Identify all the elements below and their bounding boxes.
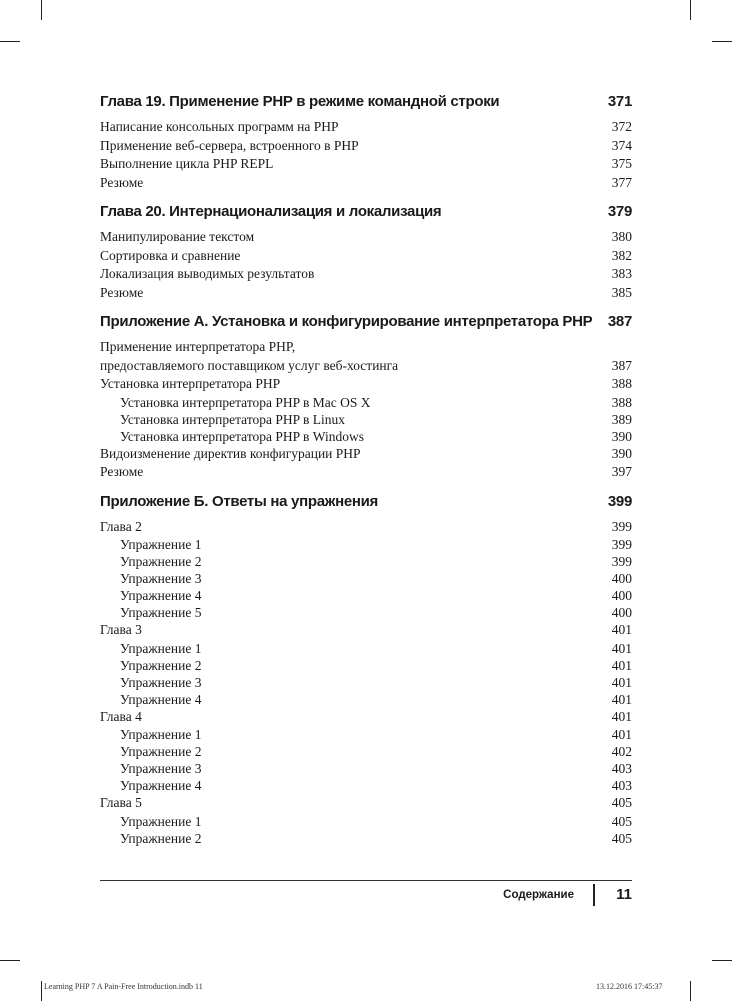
toc-entry-page: 372 — [611, 119, 632, 134]
toc-entry-page: 390 — [611, 445, 632, 461]
toc-subentry — [100, 691, 632, 708]
toc-entry-page: 399 — [611, 518, 632, 534]
toc-entry — [100, 174, 632, 193]
toc-chapter — [100, 313, 632, 335]
toc-entry-title: Упражнение 4 — [120, 778, 202, 793]
crop-mark — [690, 981, 691, 1001]
crop-mark — [690, 0, 691, 20]
crop-mark — [41, 0, 42, 20]
toc-entry — [100, 284, 632, 303]
footer-rule — [100, 880, 632, 881]
toc-entry-title: Видоизменение директив конфигурации PHP — [100, 445, 361, 461]
toc-entry-title: Упражнение 3 — [120, 674, 202, 690]
crop-mark — [0, 960, 20, 961]
toc-entry-page: 401 — [611, 708, 632, 724]
toc-entry-title: Упражнение 3 — [120, 761, 202, 776]
toc-chapter-page: 371 — [607, 93, 632, 110]
toc-entry-page: 400 — [611, 571, 632, 586]
toc-subentry — [100, 553, 632, 570]
toc-entry — [100, 338, 632, 375]
print-slug-datetime: 13.12.2016 17:45:37 — [596, 982, 663, 991]
toc-chapter — [100, 203, 632, 225]
page-number: 11 — [616, 886, 632, 903]
crop-mark — [41, 981, 42, 1001]
toc-entry-title: Упражнение 1 — [120, 537, 202, 552]
toc-subentry — [100, 411, 632, 428]
toc-entry-title: Резюме — [100, 284, 144, 300]
toc-entry-title: Упражнение 2 — [120, 554, 202, 569]
toc-entry — [100, 247, 632, 266]
toc-entry-title: Установка интерпретатора PHP в Mac OS X — [120, 394, 371, 410]
toc-entry — [100, 228, 632, 247]
toc-entry-page: 400 — [611, 588, 632, 603]
toc-entry-page: 385 — [611, 284, 632, 300]
toc-entry — [100, 375, 632, 394]
toc-subentry — [100, 674, 632, 691]
toc-entry-page: 403 — [611, 761, 632, 776]
toc-chapter-title: Приложение А. Установка и конфигурирование интерпретатора PHP — [100, 313, 593, 330]
running-footer-title: Содержание — [503, 889, 574, 901]
toc-subentry — [100, 813, 632, 830]
toc-entry-title: Упражнение 4 — [120, 691, 202, 707]
toc-entry-page: 400 — [611, 605, 632, 620]
toc-entry-title: Глава 4 — [100, 708, 142, 724]
toc-entry-page: 388 — [611, 376, 632, 391]
toc-entry-page: 383 — [611, 266, 632, 281]
toc-entry-page: 374 — [611, 137, 632, 153]
toc-entry — [100, 518, 632, 537]
toc-entry — [100, 445, 632, 464]
toc-entry — [100, 621, 632, 640]
toc-entry-page: 375 — [611, 156, 632, 171]
crop-mark — [0, 41, 20, 42]
toc-chapter-page: 379 — [607, 203, 632, 220]
toc-entry-page: 388 — [611, 394, 632, 410]
crop-mark — [712, 41, 732, 42]
toc-entry-page: 401 — [611, 674, 632, 690]
toc-entry — [100, 463, 632, 482]
toc-entry-title: Упражнение 1 — [120, 813, 202, 829]
print-slug-file: Learning PHP 7 A Pain-Free Introduction.indb 11 — [44, 982, 203, 991]
toc-entry-title: Установка интерпретатора PHP в Windows — [120, 428, 365, 444]
toc-entry-page: 405 — [611, 795, 632, 810]
toc-subentry — [100, 536, 632, 553]
toc-entry-title: Упражнение 3 — [120, 571, 202, 586]
toc-entry-page: 390 — [611, 428, 632, 444]
toc-entry-title: Упражнение 5 — [120, 605, 202, 620]
toc-entry-page: 377 — [611, 174, 632, 190]
toc-entry-title: Локализация выводимых результатов — [100, 266, 315, 281]
toc-subentry — [100, 777, 632, 794]
toc-entry-title: Манипулирование текстом — [100, 229, 255, 244]
toc-entry-title: Упражнение 1 — [120, 727, 202, 742]
toc-entry-page: 403 — [611, 778, 632, 793]
toc-entry-title: Глава 5 — [100, 795, 142, 810]
toc-entry-title: Упражнение 4 — [120, 588, 202, 603]
toc-subentry — [100, 726, 632, 743]
toc-entry-page: 397 — [611, 464, 632, 479]
toc-entry-page: 401 — [611, 691, 632, 707]
toc-entry-title: Написание консольных программ на PHP — [100, 119, 339, 134]
toc-entry-page: 380 — [611, 229, 632, 244]
toc-entry-page: 399 — [611, 537, 632, 552]
toc-entry-title: Упражнение 2 — [120, 657, 202, 673]
footer-divider — [593, 884, 595, 906]
toc-subentry — [100, 394, 632, 411]
toc-entry-title: Упражнение 1 — [120, 640, 202, 656]
toc-subentry — [100, 428, 632, 445]
toc-subentry — [100, 760, 632, 777]
toc-entry-page: 405 — [611, 813, 632, 829]
toc-chapter — [100, 93, 632, 115]
toc-entry-title: Упражнение 2 — [120, 830, 202, 846]
toc-subentry — [100, 604, 632, 621]
toc-entry-title: Резюме — [100, 174, 144, 190]
toc-subentry — [100, 743, 632, 760]
toc-chapter-title: Приложение Б. Ответы на упражнения — [100, 492, 379, 510]
toc-entry — [100, 118, 632, 137]
toc-entry-title: Упражнение 2 — [120, 744, 202, 759]
toc-entry-page: 401 — [611, 727, 632, 742]
toc-entry — [100, 155, 632, 174]
toc-entry — [100, 265, 632, 284]
toc-entry-page: 389 — [611, 411, 632, 427]
toc-entry — [100, 708, 632, 727]
toc-entry-title: Выполнение цикла PHP REPL — [100, 156, 274, 171]
toc-entry-title: Резюме — [100, 464, 144, 479]
toc-entry-title: Установка интерпретатора PHP — [100, 376, 281, 391]
toc-entry — [100, 794, 632, 813]
toc-subentry — [100, 587, 632, 604]
toc-entry-page: 405 — [611, 830, 632, 846]
toc-entry-title: Установка интерпретатора PHP в Linux — [120, 411, 346, 427]
toc-subentry — [100, 830, 632, 847]
toc-chapter-page: 387 — [607, 313, 632, 330]
toc-entry-title: Сортировка и сравнение — [100, 247, 241, 263]
toc-entry-page: 401 — [611, 622, 632, 637]
toc-entry-page: 382 — [611, 247, 632, 263]
toc-entry-page: 387 — [611, 357, 632, 373]
toc-subentry — [100, 570, 632, 587]
toc-chapter-title: Глава 20. Интернационализация и локализация — [100, 203, 442, 220]
toc-entry-title: Применение интерпретатора PHP, предоставляемого поставщиком услуг веб-хостинга — [100, 339, 399, 373]
toc-subentry — [100, 640, 632, 657]
toc-entry-title: Глава 2 — [100, 518, 142, 534]
toc-entry-title: Глава 3 — [100, 622, 142, 637]
toc-entry-title: Применение веб-сервера, встроенного в PHP — [100, 137, 359, 153]
toc-subentry — [100, 657, 632, 674]
toc-chapter — [100, 493, 632, 515]
crop-mark — [712, 960, 732, 961]
toc-chapter-page: 399 — [607, 492, 632, 510]
toc-entry-page: 402 — [611, 744, 632, 759]
toc-chapter-title: Глава 19. Применение PHP в режиме командной строки — [100, 93, 500, 110]
table-of-contents — [100, 93, 632, 847]
toc-entry-page: 401 — [611, 640, 632, 656]
toc-entry-page: 401 — [611, 657, 632, 673]
toc-entry-page: 399 — [611, 554, 632, 569]
toc-entry — [100, 137, 632, 156]
